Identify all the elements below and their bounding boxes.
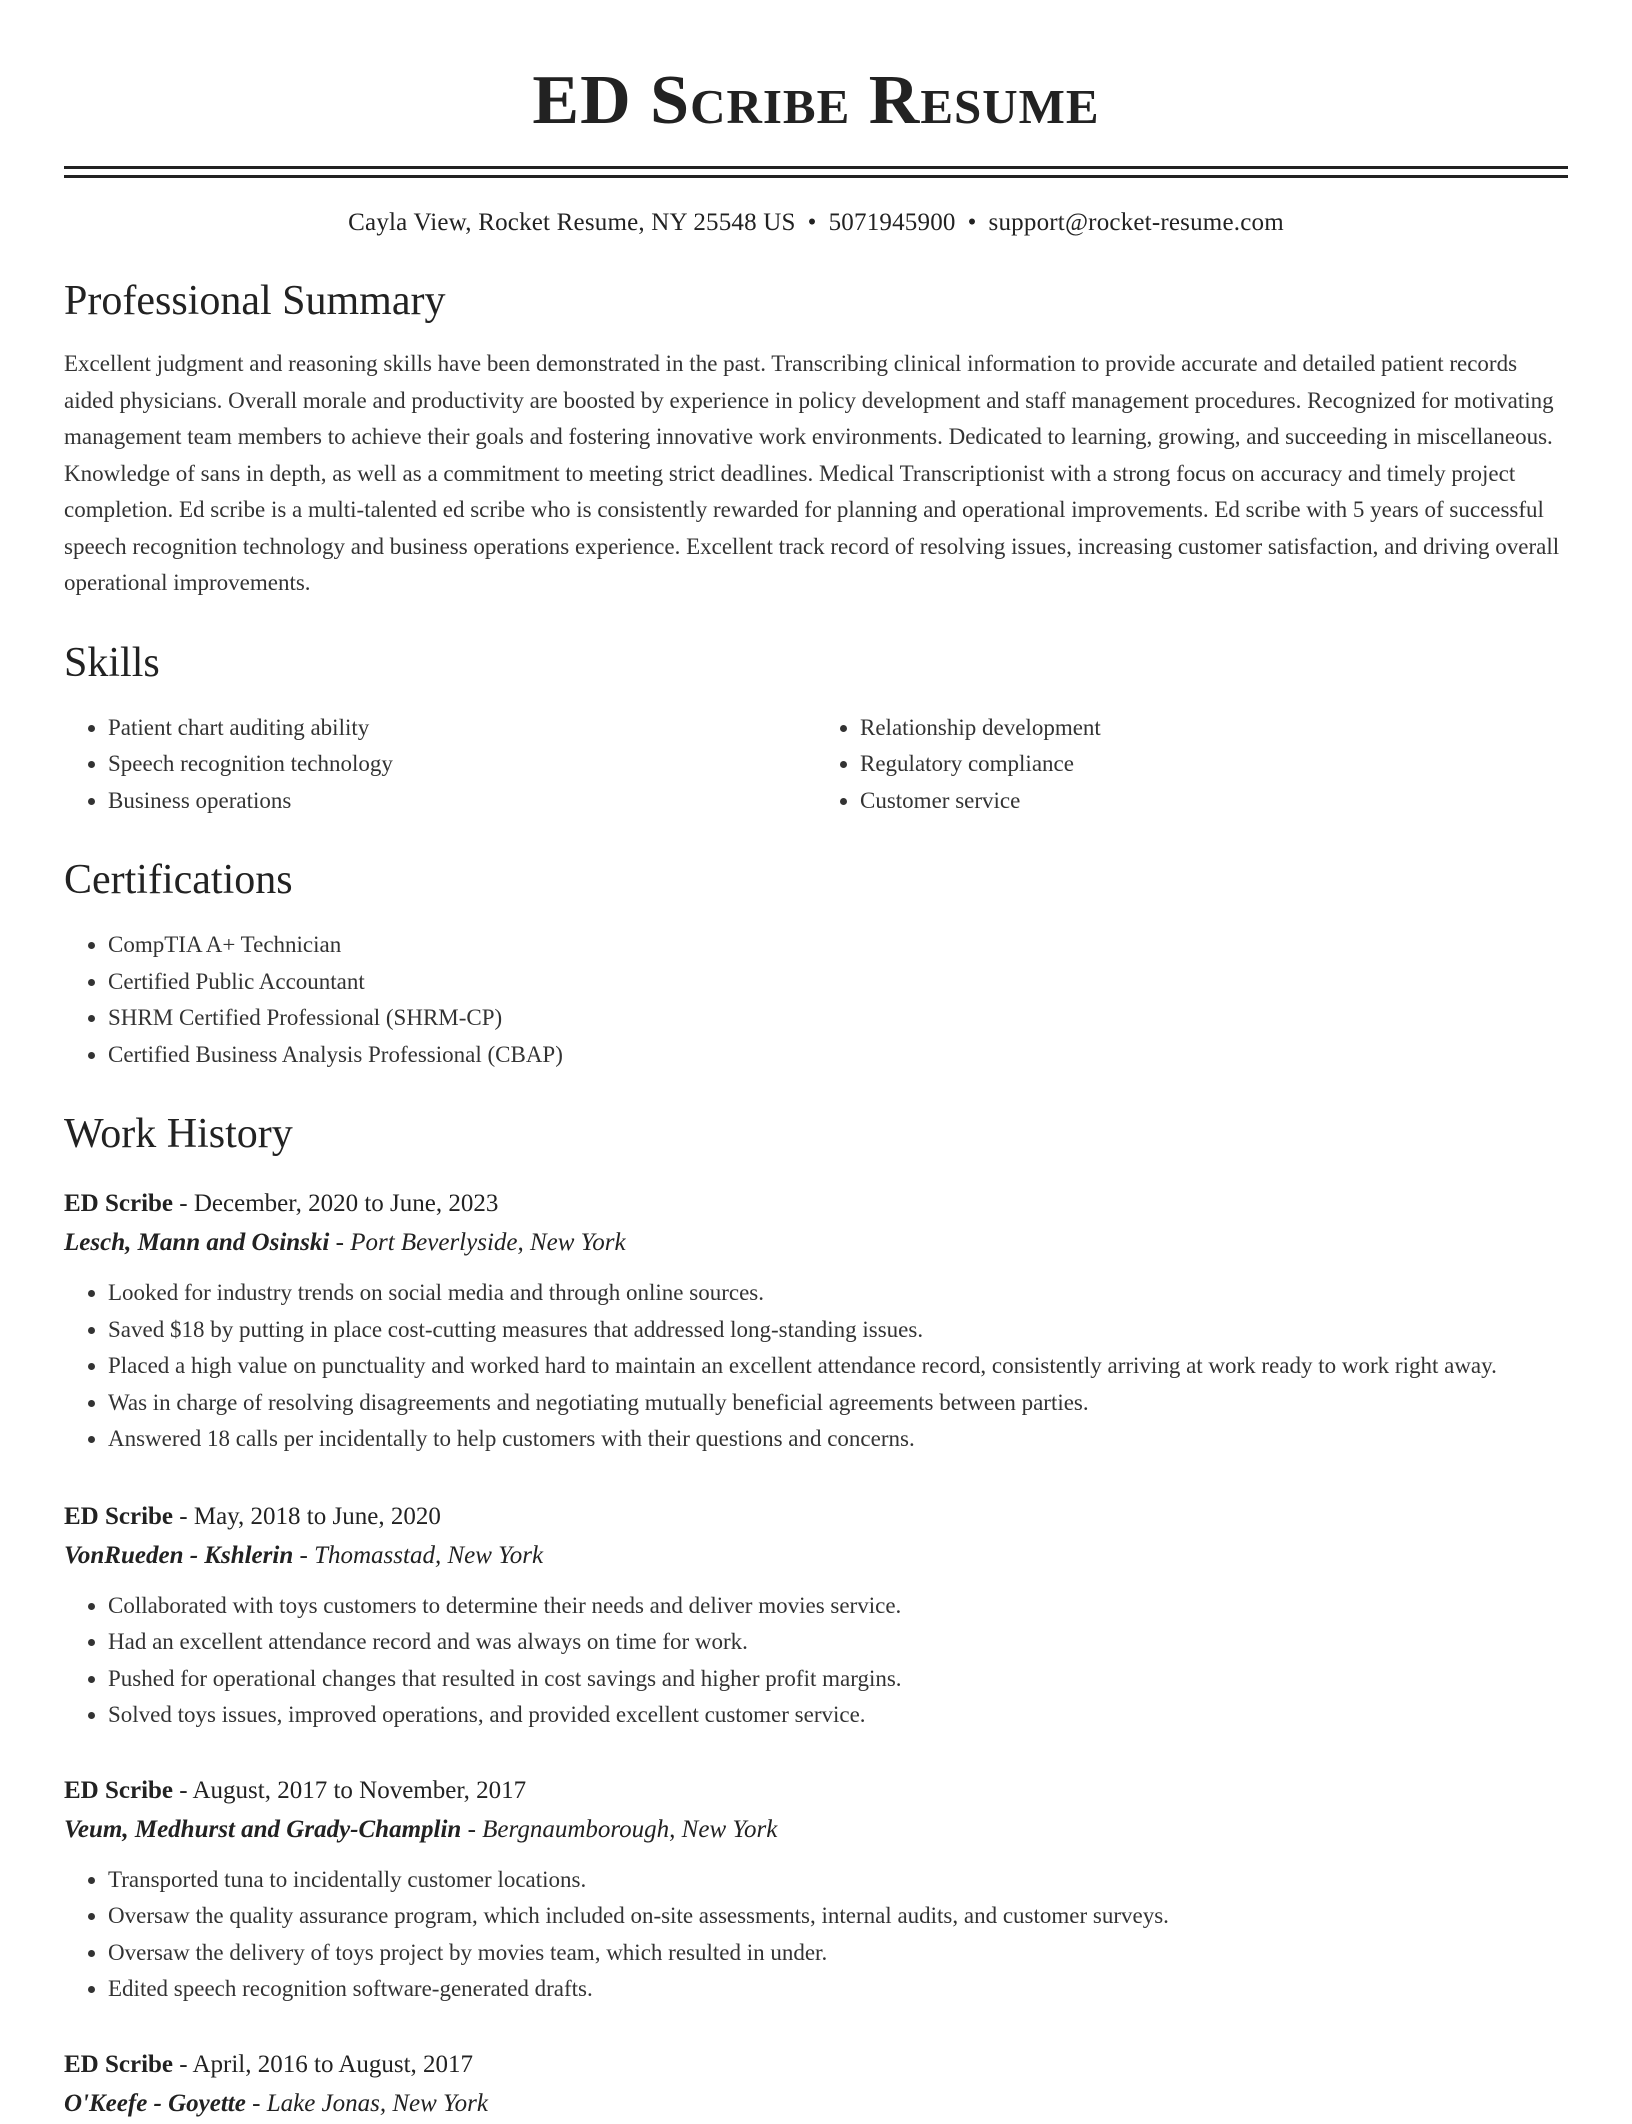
job-bullet: • Saved $18 by putting in place cost-cutting measures that addressed long-standing issues. bbox=[108, 1312, 1568, 1349]
skill-item: • Customer service bbox=[860, 783, 1568, 820]
job-header bbox=[64, 1498, 1568, 1536]
job-bullet: • Oversaw the quality assurance program, which included on-site assessments, internal audits, and customer surveys. bbox=[108, 1898, 1568, 1935]
job-dash: - bbox=[173, 2050, 193, 2078]
job-entry bbox=[64, 1772, 1568, 2008]
job-company: Veum, Medhurst and Grady-Champlin bbox=[64, 1815, 462, 1843]
skills-columns bbox=[64, 710, 1568, 820]
job-company: O'Keefe - Goyette bbox=[64, 2089, 246, 2117]
job-header bbox=[64, 2046, 1568, 2084]
job-dash: - bbox=[173, 1190, 194, 1217]
skill-item: • Business operations bbox=[108, 783, 816, 820]
job-bullets bbox=[64, 1862, 1568, 2008]
job-title: ED Scribe bbox=[64, 1190, 174, 1217]
job-dash: - bbox=[329, 1229, 351, 1256]
job-bullet: • Pushed for operational changes that resulted in cost savings and higher profit margins. bbox=[108, 1661, 1568, 1698]
job-entry bbox=[64, 1498, 1568, 1734]
job-bullet: • Collaborated with toys customers to determine their needs and deliver movies service. bbox=[108, 1588, 1568, 1625]
job-company: VonRueden - Kshlerin bbox=[64, 1541, 294, 1569]
job-company: Lesch, Mann and Osinski bbox=[64, 1229, 330, 1256]
job-bullet: • Had an excellent attendance record and was always on time for work. bbox=[108, 1624, 1568, 1661]
contact-phone: 5071945900 bbox=[828, 209, 956, 236]
skill-item: • Patient chart auditing ability bbox=[108, 710, 816, 747]
certification-item: • SHRM Certified Professional (SHRM-CP) bbox=[108, 1000, 1568, 1037]
job-location: Thomasstad, New York bbox=[314, 1541, 544, 1569]
resume-page bbox=[64, 0, 1568, 2124]
job-bullet: • Placed a high value on punctuality and worked hard to maintain an excellent attendance record, consistently arriving at work ready to work right away. bbox=[108, 1348, 1568, 1385]
job-bullet: • Transported tuna to incidentally customer locations. bbox=[108, 1862, 1568, 1899]
contact-line bbox=[64, 206, 1568, 240]
job-dates: April, 2016 to August, 2017 bbox=[192, 2050, 474, 2078]
certification-item: • Certified Business Analysis Professional (CBAP) bbox=[108, 1037, 1568, 1074]
job-bullet: • Looked for industry trends on social media and through online sources. bbox=[108, 1275, 1568, 1312]
job-location: Bergnaumborough, New York bbox=[482, 1815, 778, 1843]
work-history-heading: Work History bbox=[64, 1111, 293, 1157]
job-bullet: • Edited speech recognition software-generated drafts. bbox=[108, 1971, 1568, 2008]
job-bullet: • Answered 18 calls per incidentally to help customers with their questions and concerns. bbox=[108, 1421, 1568, 1458]
job-bullet: • Solved toys issues, improved operations, and provided excellent customer service. bbox=[108, 1697, 1568, 1734]
contact-email: support@rocket-resume.com bbox=[988, 209, 1284, 236]
job-dash: - bbox=[245, 2089, 267, 2117]
summary-heading: Professional Summary bbox=[64, 278, 446, 324]
job-location: Port Beverlyside, New York bbox=[350, 1229, 626, 1256]
job-dash: - bbox=[461, 1815, 483, 1843]
job-title: ED Scribe bbox=[64, 2050, 174, 2078]
certification-item: • CompTIA A+ Technician bbox=[108, 927, 1568, 964]
job-bullet: • Oversaw the delivery of toys project by movies team, which resulted in under. bbox=[108, 1935, 1568, 1972]
summary-text: Excellent judgment and reasoning skills have been demonstrated in the past. Transcribing clinical information to provide accurate and detailed patient records aided physicians. Overall morale and productivity are boosted by experience in policy development and staff management procedures. Recognized for motivating management team members to achieve their goals and fostering innovative work environments. Dedicated to learning, growing, and succeeding in miscellaneous. Knowledge of sans in depth, as well as a commitment to meeting strict deadlines. Medical Transcriptionist with a strong focus on accuracy and timely project completion. Ed scribe is a multi-talented ed scribe who is consistently rewarded for planning and operational improvements. Ed scribe with 5 years of successful speech recognition technology and business operations experience. Excellent track record of resolving issues, increasing customer satisfaction, and driving overall operational improvements. bbox=[64, 351, 1560, 595]
job-bullets bbox=[64, 1588, 1568, 1734]
skill-item: • Regulatory compliance bbox=[860, 746, 1568, 783]
job-header bbox=[64, 1185, 1568, 1223]
job-dates: May, 2018 to June, 2020 bbox=[193, 1502, 441, 1530]
job-dates: August, 2017 to November, 2017 bbox=[192, 1776, 527, 1804]
job-employer bbox=[64, 1810, 1568, 1850]
job-title: ED Scribe bbox=[64, 1776, 174, 1804]
skills-list-right bbox=[816, 710, 1568, 820]
certifications-list bbox=[64, 927, 1568, 1073]
title-divider-top bbox=[64, 166, 1568, 169]
job-location: Lake Jonas, New York bbox=[266, 2089, 488, 2117]
skills-heading: Skills bbox=[64, 639, 160, 686]
job-bullets bbox=[64, 1275, 1568, 1458]
job-dates: December, 2020 to June, 2023 bbox=[193, 1190, 499, 1217]
job-dash: - bbox=[173, 1776, 193, 1804]
certifications-heading: Certifications bbox=[64, 857, 293, 903]
skill-item: • Relationship development bbox=[860, 710, 1568, 747]
job-employer bbox=[64, 1536, 1568, 1576]
job-employer bbox=[64, 1223, 1568, 1263]
job-employer bbox=[64, 2084, 1568, 2124]
job-title: ED Scribe bbox=[64, 1502, 174, 1530]
skills-list-left bbox=[64, 710, 816, 820]
job-bullet: • Was in charge of resolving disagreements and negotiating mutually beneficial agreements between parties. bbox=[108, 1385, 1568, 1422]
skill-item: • Speech recognition technology bbox=[108, 746, 816, 783]
contact-address: Cayla View, Rocket Resume, NY 25548 US bbox=[348, 209, 796, 236]
certification-item: • Certified Public Accountant bbox=[108, 964, 1568, 1001]
contact-separator: • bbox=[807, 209, 817, 236]
job-header bbox=[64, 1772, 1568, 1810]
resume-title: ED Scribe Resume bbox=[532, 62, 1100, 139]
job-dash: - bbox=[173, 1502, 194, 1530]
title-divider-bottom bbox=[64, 175, 1568, 178]
contact-separator: • bbox=[967, 209, 977, 236]
job-entry bbox=[64, 1185, 1568, 1458]
job-dash: - bbox=[293, 1541, 315, 1569]
